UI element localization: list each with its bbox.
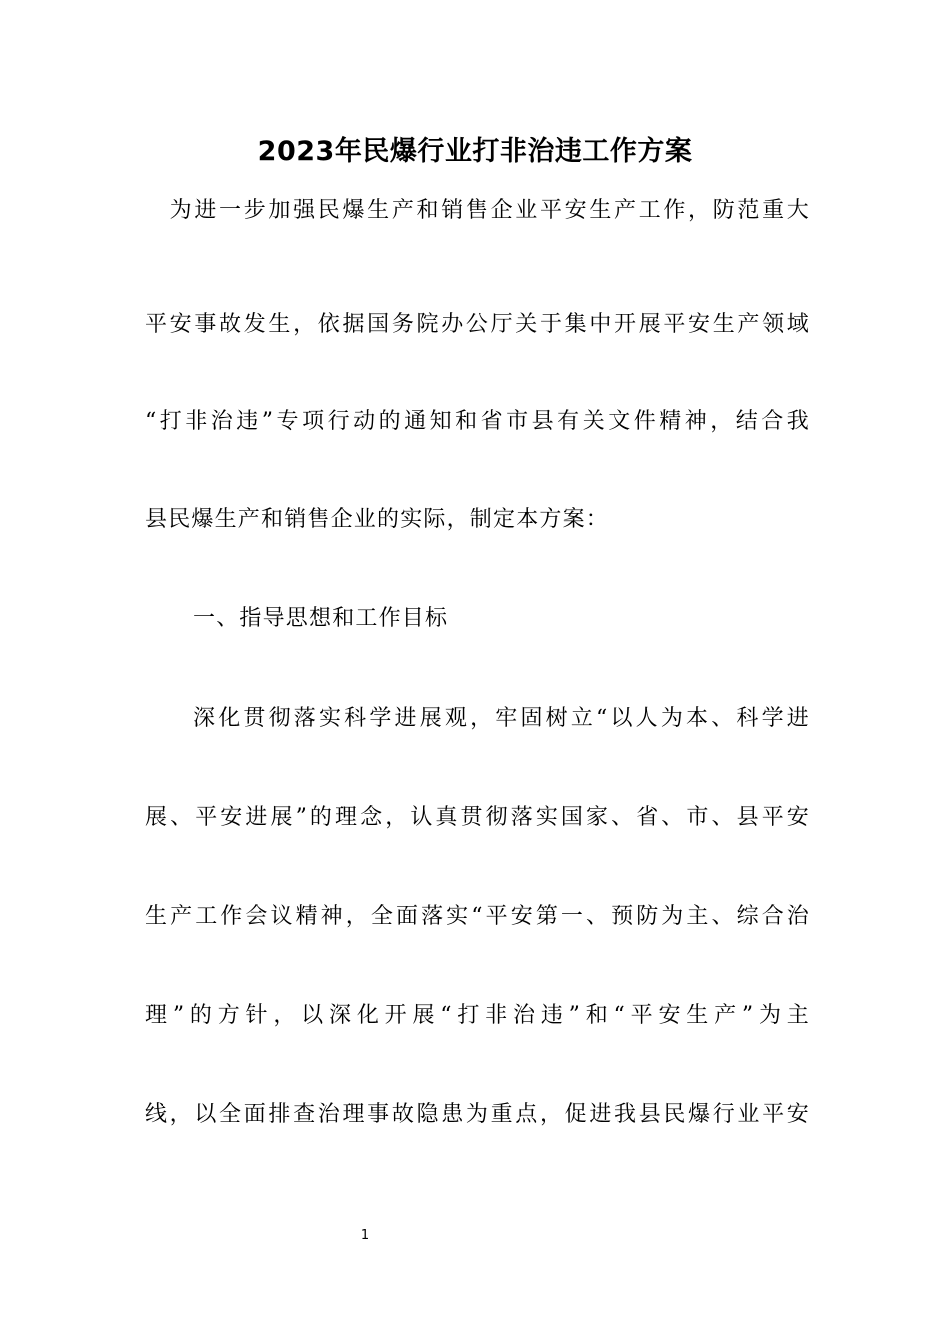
section-heading: 一、指导思想和工作目标: [193, 606, 449, 631]
paragraph-line: 展、平安进展”的理念，认真贯彻落实国家、省、市、县平安: [145, 805, 810, 830]
paragraph-line: 为进一步加强民爆生产和销售企业平安生产工作，防范重大: [145, 198, 810, 223]
paragraph-line: 县民爆生产和销售企业的实际，制定本方案：: [145, 507, 610, 532]
paragraph-line: 理”的方针，以深化开展“打非治违”和“平安生产”为主: [145, 1003, 810, 1028]
paragraph-line: 生产工作会议精神，全面落实“平安第一、预防为主、综合治: [145, 904, 810, 929]
paragraph-line: 深化贯彻落实科学进展观，牢固树立“以人为本、科学进: [193, 706, 810, 731]
paragraph-line: “打非治违”专项行动的通知和省市县有关文件精神，结合我: [145, 409, 810, 434]
page-number: 1: [360, 1228, 370, 1243]
paragraph-line: 线，以全面排查治理事故隐患为重点，促进我县民爆行业平安: [145, 1102, 810, 1127]
paragraph-line: 平安事故发生，依据国务院办公厅关于集中开展平安生产领域: [145, 312, 810, 337]
document-title: 2023年民爆行业打非治违工作方案: [257, 136, 693, 167]
